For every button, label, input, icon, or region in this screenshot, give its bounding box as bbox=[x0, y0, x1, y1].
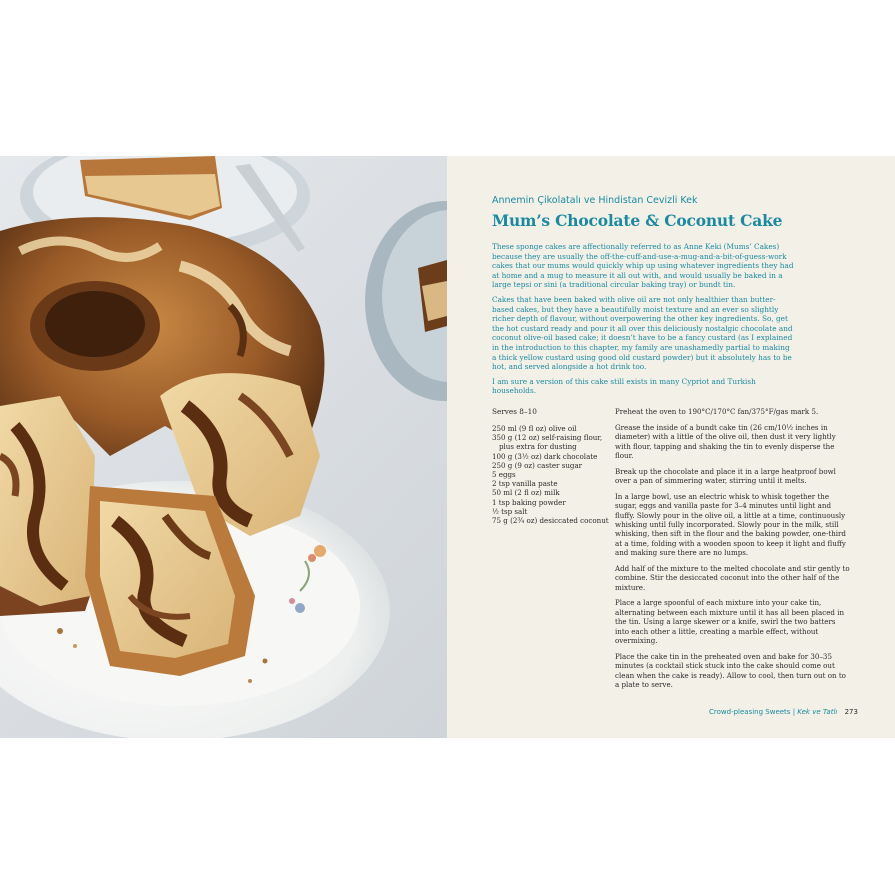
ingredient-item: 75 g (2¾ oz) desiccated coconut bbox=[492, 516, 609, 526]
book-spread bbox=[0, 156, 895, 738]
ingredient-item: 5 eggs bbox=[492, 470, 516, 480]
method-step: Grease the inside of a bundt cake tin (26 cm/10½ inches in diameter) with a little of the olive oil, then dust it very lightly with flour, tapping and shaking the tin to evenly disperse the flour. bbox=[615, 422, 836, 460]
method-step: Add half of the mixture to the melted chocolate and stir gently to combine. Stir the desiccated coconut into the other half of the mixture. bbox=[615, 563, 850, 592]
intro-paragraph: Cakes that have been baked with olive oil are not only healthier than butter-based cakes, but they have a beautifully moist texture and an ever so slightly richer depth of flavour, without overpowering the other key ingredients. So, get the hot custard ready and pour it all over this deliciously nostalgic chocolate and coconut olive-oil based cake; it doesn’t have to be a fancy custard (as I explained in the introduction to this chapter, my family are unashamedly partial to making a thick yellow custard using good old custard powder) but it absolutely has to be hot, and served alongside a hot drink too. bbox=[492, 294, 793, 372]
recipe-subtitle: Annemin Çikolatalı ve Hindistan Cevizli Kek bbox=[492, 195, 698, 206]
ingredient-item: 350 g (12 oz) self-raising flour, bbox=[492, 433, 603, 443]
method-steps bbox=[615, 407, 851, 696]
page-number: 273 bbox=[844, 708, 858, 716]
footer-section-tr: Kek ve Tatlı bbox=[797, 708, 838, 716]
intro-paragraph: These sponge cakes are affectionally referred to as Anne Keki (Mums’ Cakes) because they are usually the off-the-cuff-and-use-a-mug-and-a-bit-of-guess-work cakes that our mums would quickly whip up using whatever ingredients they had at home and a mug to measure it all out with, and would usually be baked in a large tepsi or sini (a traditional circular baking tray) or bundt tin. bbox=[492, 242, 794, 290]
cake-photo bbox=[0, 156, 447, 738]
method-step: In a large bowl, use an electric whisk to whisk together the sugar, eggs and vanilla paste for 3–4 minutes until light and fluffy. Slowly pour in the olive oil, a little at a time, continuously whisking until fully incorporated. Slowly pour in the milk, still whisking, then sift in the flour and the baking powder, one-third at a time, folding with a wooden spoon to keep it light and fluffy and making sure there are no lumps. bbox=[615, 491, 846, 558]
recipe-page bbox=[447, 156, 895, 738]
method-step: Place the cake tin in the preheated oven and bake for 30–35 minutes (a cocktail stick stuck into the cake should come out clean when the cake is ready). Allow to cool, then turn out on to a plate to serve. bbox=[615, 651, 846, 689]
recipe-title: Mum’s Chocolate & Coconut Cake bbox=[492, 211, 783, 230]
ingredient-item: ½ tsp salt bbox=[492, 506, 528, 516]
ingredient-item: 2 tsp vanilla paste bbox=[492, 479, 558, 489]
ingredient-item: 1 tsp baking powder bbox=[492, 497, 566, 507]
ingredient-item: 50 ml (2 fl oz) milk bbox=[492, 488, 560, 498]
method-step: Preheat the oven to 190°C/170°C fan/375°F/gas mark 5. bbox=[615, 407, 819, 416]
ingredient-item: 250 g (9 oz) caster sugar bbox=[492, 460, 583, 470]
footer-separator: | bbox=[792, 708, 796, 716]
ingredient-item: 250 ml (9 fl oz) olive oil bbox=[492, 424, 577, 433]
ingredients-list bbox=[492, 424, 617, 525]
method-step: Break up the chocolate and place it in a large heatproof bowl over a pan of simmering water, stirring until it melts. bbox=[615, 466, 836, 486]
method-step: Place a large spoonful of each mixture into your cake tin, alternating between each mixture until it has all been placed in the tin. Using a large skewer or a knife, swirl the two batters into each other a little, creating a marble effect, without overmixing. bbox=[615, 598, 845, 646]
ingredient-item: plus extra for dusting bbox=[499, 442, 577, 452]
intro-paragraph: I am sure a version of this cake still exists in many Cypriot and Turkish households. bbox=[492, 376, 756, 396]
ingredient-item: 100 g (3½ oz) dark chocolate bbox=[492, 451, 598, 461]
footer-section: Crowd-pleasing Sweets bbox=[709, 708, 791, 716]
page-footer bbox=[709, 708, 858, 716]
recipe-intro bbox=[492, 242, 794, 401]
serves-label: Serves 8–10 bbox=[492, 407, 537, 416]
cake-illustration bbox=[0, 156, 447, 738]
